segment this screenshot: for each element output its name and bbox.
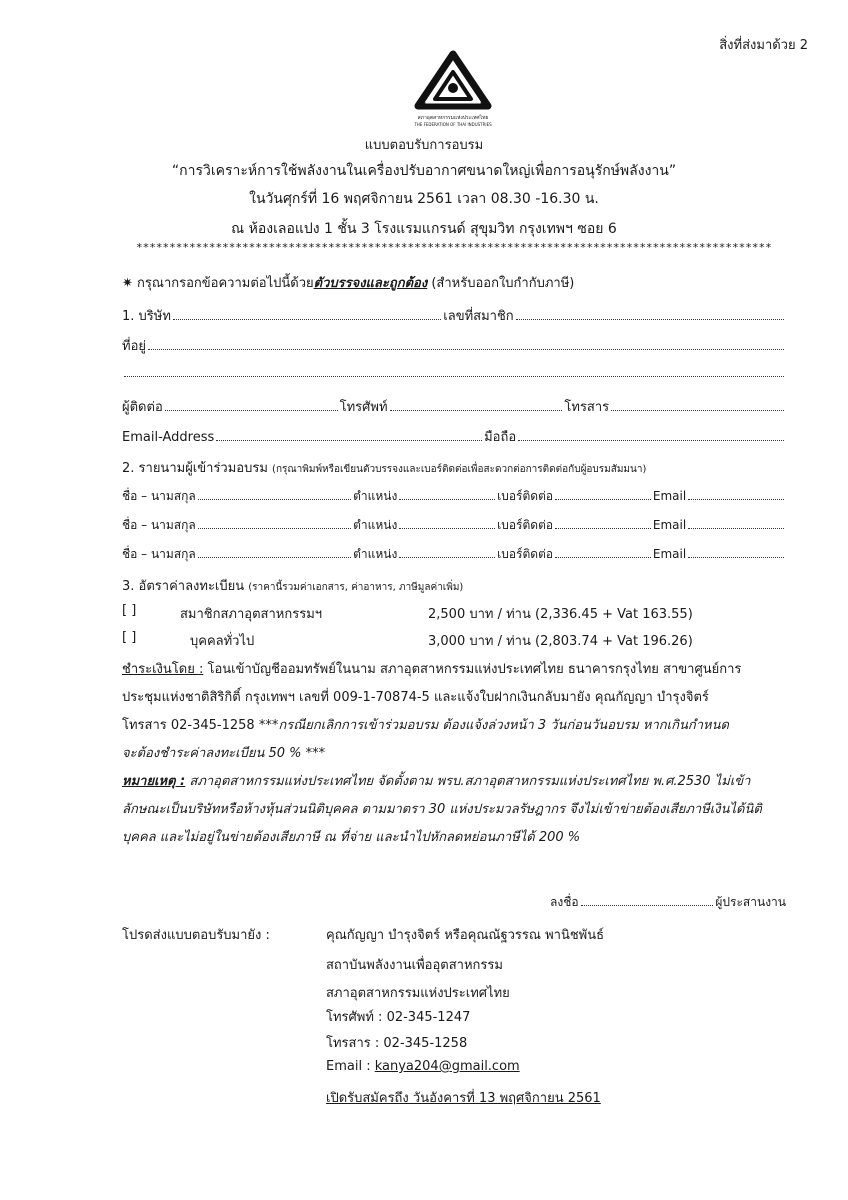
- remark-line-2: ลักษณะเป็นบริษัทหรือห้างหุ้นส่วนนิติบุคคล ตามมาตรา 30 แห่งประมวลรัษฎากร จึงไม่เข้าข่ายต้องเสียภาษีเงินได้นิติ: [122, 802, 762, 817]
- contact-input[interactable]: [165, 398, 338, 411]
- cancellation-note-2: จะต้องชำระค่าลงทะเบียน 50 % ***: [122, 746, 326, 761]
- address-label: ที่อยู่: [122, 339, 146, 354]
- participant-name-label: ชื่อ – นามสกุล: [122, 518, 196, 532]
- signature-row: [550, 893, 786, 912]
- fax-label: โทรสาร: [564, 400, 610, 415]
- send-to-email-row: [326, 1059, 520, 1074]
- participant-position-input[interactable]: [399, 487, 495, 500]
- star-separator: ************************************************************************************************: [136, 241, 772, 254]
- address-input-2[interactable]: [124, 364, 784, 377]
- email-label: Email-Address: [122, 430, 215, 445]
- signature-input[interactable]: [581, 893, 714, 906]
- company-input[interactable]: [173, 307, 441, 320]
- participant-phone-label: เบอร์ติดต่อ: [497, 518, 554, 532]
- send-to-phone: โทรศัพท์ : 02-345-1247: [326, 1010, 471, 1025]
- fee-general-checkbox[interactable]: [ ]: [122, 630, 137, 645]
- participant-email-input[interactable]: [688, 487, 784, 500]
- mobile-label: มือถือ: [484, 430, 517, 445]
- course-date: ในวันศุกร์ที่ 16 พฤศจิกายน 2561 เวลา 08.30 -16.30 น.: [249, 191, 599, 207]
- remark-line-1: สภาอุตสาหกรรมแห่งประเทศไทย จัดตั้งตาม พรบ.สภาอุตสาหกรรมแห่งประเทศไทย พ.ศ.2530 ไม่เข้า: [185, 774, 751, 789]
- participants-note: (กรุณาพิมพ์หรือเขียนตัวบรรจงและเบอร์ติดต่อเพื่อสะดวกต่อการติดต่อกับผู้อบรมสัมมนา): [272, 464, 647, 475]
- fee-member-label: สมาชิกสภาอุตสาหกรรมฯ: [180, 607, 323, 622]
- participant-name-input[interactable]: [198, 487, 351, 500]
- fax-input[interactable]: [611, 398, 784, 411]
- participant-phone-label: เบอร์ติดต่อ: [497, 547, 554, 561]
- course-venue: ณ ห้องเลอแปง 1 ชั้น 3 โรงแรมแกรนด์ สุขุมวิท กรุงเทพฯ ซอย 6: [231, 221, 617, 237]
- fee-member-price: 2,500 บาท / ท่าน (2,336.45 + Vat 163.55): [428, 607, 693, 622]
- coordinator-label: ผู้ประสานงาน: [715, 895, 786, 909]
- participant-position-label: ตำแหน่ง: [353, 518, 398, 532]
- participant-email-label: Email: [652, 518, 687, 532]
- participant-email-input[interactable]: [688, 516, 784, 529]
- participant-name-label: ชื่อ – นามสกุล: [122, 547, 196, 561]
- form-title: แบบตอบรับการอบรม: [364, 138, 484, 153]
- send-to-org: สภาอุตสาหกรรมแห่งประเทศไทย: [326, 986, 510, 1001]
- instruction-suffix: (สำหรับออกใบกำกับภาษี): [427, 276, 575, 291]
- phone-label: โทรศัพท์: [339, 400, 388, 415]
- remark-block: [122, 768, 792, 852]
- email-prefix: Email :: [326, 1059, 375, 1074]
- mobile-input[interactable]: [518, 428, 784, 441]
- instruction-emphasis: ตัวบรรจงและถูกต้อง: [313, 276, 428, 291]
- participant-name-input[interactable]: [198, 516, 351, 529]
- registration-deadline: เปิดรับสมัครถึง วันอังคารที่ 13 พฤศจิกายน 2561: [326, 1091, 601, 1106]
- payment-fax: โทรสาร 02-345-1258: [122, 718, 259, 733]
- send-to-label: โปรดส่งแบบตอบรับมายัง :: [122, 928, 270, 943]
- participant-name-label: ชื่อ – นามสกุล: [122, 489, 196, 503]
- contact-label: ผู้ติดต่อ: [122, 400, 163, 415]
- participant-phone-input[interactable]: [555, 487, 651, 500]
- phone-input[interactable]: [390, 398, 563, 411]
- payment-line-1: โอนเข้าบัญชีออมทรัพย์ในนาม สภาอุตสาหกรรมแห่งประเทศไทย ธนาคารกรุงไทย สาขาศูนย์การ: [203, 662, 742, 677]
- email-row: [122, 426, 786, 447]
- participant-email-label: Email: [652, 489, 687, 503]
- address-row-2: [122, 364, 786, 377]
- email-input[interactable]: [216, 428, 482, 441]
- participant-row: [122, 516, 786, 535]
- fti-logo-icon: [408, 50, 498, 112]
- participant-position-label: ตำแหน่ง: [353, 547, 398, 561]
- member-no-input[interactable]: [516, 307, 784, 320]
- fee-member-checkbox[interactable]: [ ]: [122, 603, 137, 618]
- address-row: [122, 335, 786, 356]
- participant-row: [122, 487, 786, 506]
- remark-label: หมายเหตุ :: [122, 774, 186, 789]
- email-link[interactable]: kanya204@gmail.com: [374, 1059, 520, 1074]
- fee-note: (ราคานี้รวมค่าเอกสาร, ค่าอาหาร, ภาษีมูลค่าเพิ่ม): [248, 582, 464, 593]
- instruction-prefix: ✷ กรุณากรอกข้อความต่อไปนี้ด้วย: [122, 276, 314, 291]
- logo-org-en: THE FEDERATION OF THAI INDUSTRIES: [414, 122, 492, 127]
- payment-line-2: ประชุมแห่งชาติสิริกิติ์ กรุงเทพฯ เลขที่ 009-1-70874-5 และแจ้งใบฝากเงินกลับมายัง คุณกัญญา บำรุงจิตร์: [122, 690, 709, 705]
- participant-phone-input[interactable]: [555, 545, 651, 558]
- fee-heading-row: [122, 575, 463, 596]
- sign-label: ลงชื่อ: [550, 895, 579, 909]
- company-label: 1. บริษัท: [122, 309, 171, 324]
- course-title: “การวิเคราะห์การใช้พลังงานในเครื่องปรับอากาศขนาดใหญ่เพื่อการอนุรักษ์พลังงาน”: [171, 163, 677, 179]
- company-row: [122, 305, 786, 326]
- send-to-fax: โทรสาร : 02-345-1258: [326, 1036, 468, 1051]
- logo-org-th: สภาอุตสาหกรรมแห่งประเทศไทย: [417, 115, 489, 121]
- send-to-dept: สถาบันพลังงานเพื่ออุตสาหกรรม: [326, 958, 503, 973]
- participants-heading-row: [122, 457, 646, 478]
- attachment-label: สิ่งที่ส่งมาด้วย 2: [719, 38, 808, 53]
- participant-position-input[interactable]: [399, 516, 495, 529]
- participant-email-label: Email: [652, 547, 687, 561]
- instruction: [122, 272, 574, 293]
- cancellation-note: ***กรณียกเลิกการเข้าร่วมอบรม ต้องแจ้งล่วงหน้า 3 วันก่อนวันอบรม หากเกินกำหนด: [258, 718, 729, 733]
- participant-row: [122, 545, 786, 564]
- remark-line-3: บุคคล และไม่อยู่ในข่ายต้องเสียภาษี ณ ที่จ่าย และนำไปหักลดหย่อนภาษีได้ 200 %: [122, 830, 581, 845]
- payment-block: [122, 656, 792, 768]
- fee-heading: 3. อัตราค่าลงทะเบียน: [122, 579, 245, 594]
- participant-phone-label: เบอร์ติดต่อ: [497, 489, 554, 503]
- participants-heading: 2. รายนามผู้เข้าร่วมอบรม: [122, 461, 268, 476]
- contact-row: [122, 396, 786, 417]
- payment-label: ชำระเงินโดย :: [122, 662, 204, 677]
- fti-logo: [408, 50, 498, 127]
- fee-general-label: บุคคลทั่วไป: [190, 634, 255, 649]
- fee-general-price: 3,000 บาท / ท่าน (2,803.74 + Vat 196.26): [428, 634, 693, 649]
- participant-position-label: ตำแหน่ง: [353, 489, 398, 503]
- participant-email-input[interactable]: [688, 545, 784, 558]
- participant-position-input[interactable]: [399, 545, 495, 558]
- participant-name-input[interactable]: [198, 545, 351, 558]
- member-no-label: เลขที่สมาชิก: [443, 309, 514, 324]
- participant-phone-input[interactable]: [555, 516, 651, 529]
- address-input[interactable]: [148, 337, 784, 350]
- send-to-name: คุณกัญญา บำรุงจิตร์ หรือคุณณัฐวรรณ พานิชพันธ์: [326, 928, 605, 943]
